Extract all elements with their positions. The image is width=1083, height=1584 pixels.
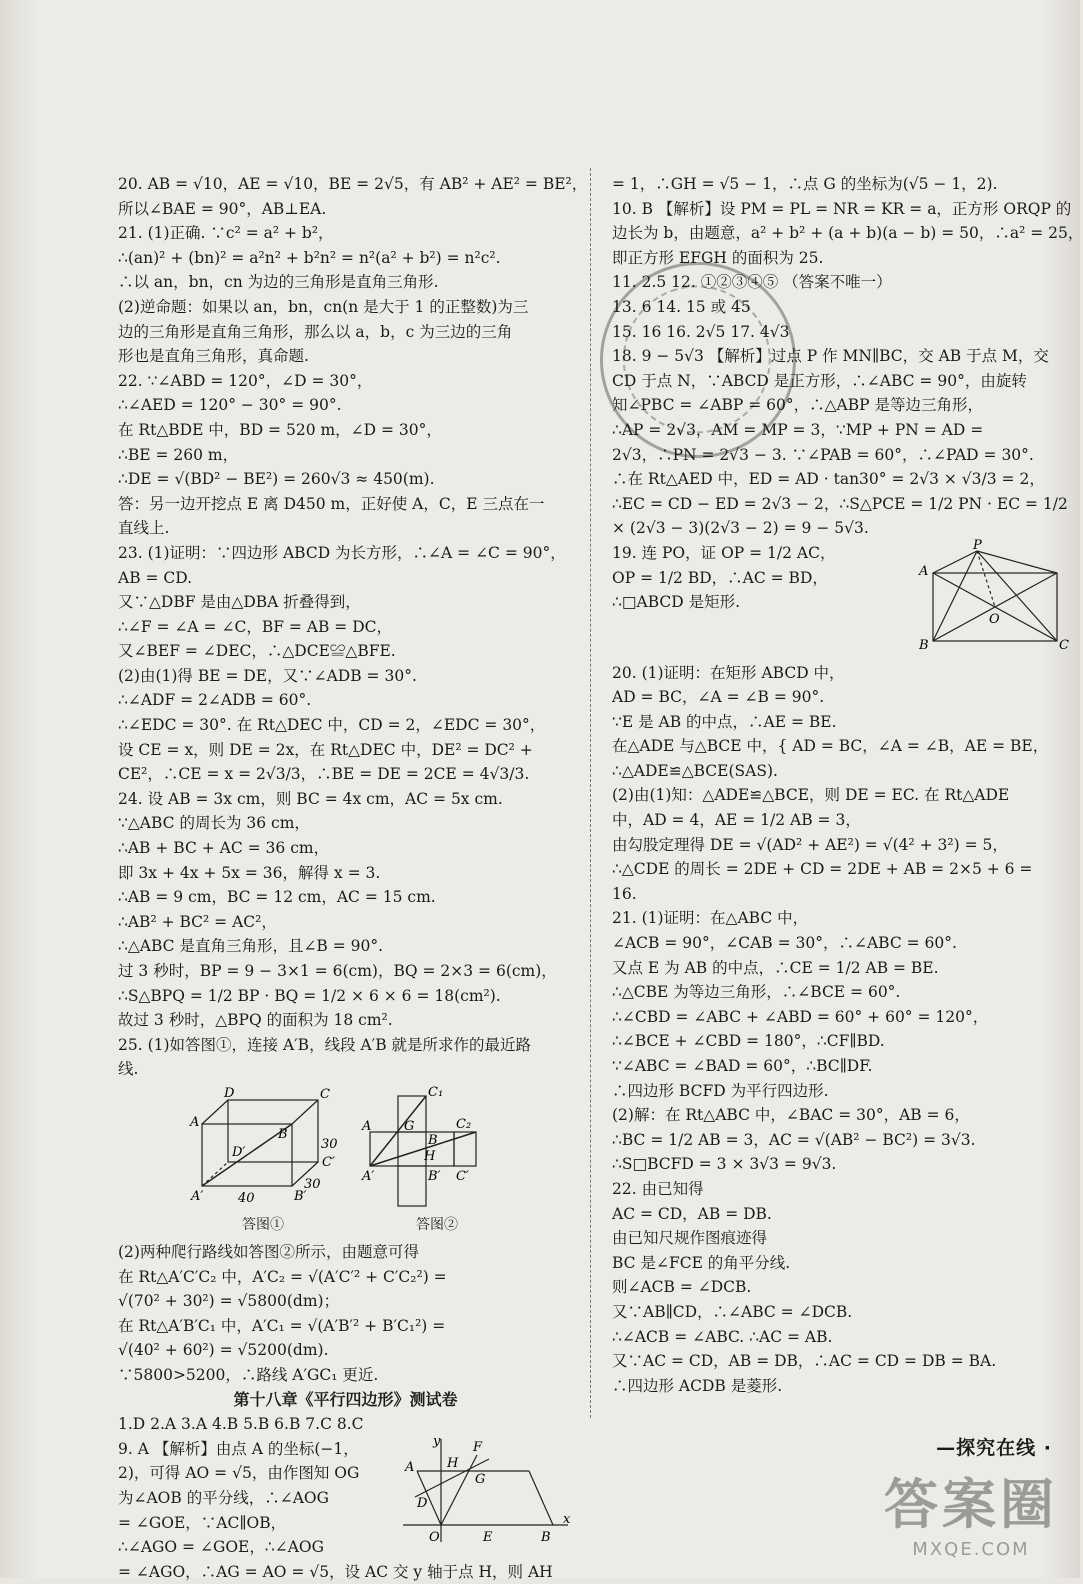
right-text-line: ∴AP = 2√3，AM = MP = 3，∵MP + PN = AD =: [612, 420, 984, 439]
cuboid-net-diagram: [362, 1086, 512, 1216]
left-text-line: 23. (1)证明：∵四边形 ABCD 为长方形，∴∠A = ∠C = 90°，: [118, 543, 566, 562]
svg-text:40: 40: [238, 1190, 255, 1206]
left-text-line: ∴AB + BC + AC = 36 cm，: [118, 839, 330, 858]
svg-text:A: A: [919, 563, 929, 579]
right-text-line: OP = 1/2 BD，∴AC = BD，: [612, 568, 828, 587]
svg-text:A′: A′: [362, 1168, 375, 1184]
left-text-line: 形也是直角三角形，真命题.: [118, 347, 309, 366]
left-text-line: ∴∠F = ∠A = ∠C，BF = AB = DC，: [118, 617, 393, 636]
right-text-line: BC 是∠FCE 的角平分线.: [612, 1253, 791, 1272]
right-text-line: AD = BC，∠A = ∠B = 90°.: [612, 688, 825, 707]
svg-text:C₁: C₁: [428, 1084, 444, 1100]
left-text-line: 又∠BEF = ∠DEC，∴△DCE≌△BFE.: [118, 642, 396, 661]
left-text-line: ∴△ABC 是直角三角形，且∠B = 90°.: [118, 937, 384, 956]
left-text-line: 设 CE = x，则 DE = 2x，在 Rt△DEC 中，DE² = DC² +: [118, 740, 533, 759]
figure-1: [188, 1086, 338, 1236]
right-text-line: ∴S□BCFD = 3 × 3√3 = 9√3.: [612, 1155, 837, 1174]
right-text-line: ∴∠CBD = ∠ABC + ∠ABD = 60° + 60° = 120°，: [612, 1007, 989, 1026]
left-text-line: 过 3 秒时，BP = 9 − 3×1 = 6(cm)，BQ = 2×3 = 6(cm)，: [118, 962, 557, 980]
svg-text:A: A: [405, 1459, 415, 1475]
right-text-line: ∴在 Rt△AED 中，ED = AD · tan30° = 2√3 × √3/3 = 2，: [612, 470, 1045, 489]
left-text-line: ∴(an)² + (bn)² = a²n² + b²n² = n²(a² + b²) = n²c².: [118, 248, 501, 267]
svg-text:x: x: [563, 1511, 571, 1527]
right-text-line: 13. 6 14. 15 或 45: [612, 297, 751, 316]
right-text-line: 边长为 b，由题意，a² + b² + (a + b)(a − b) = 50，∴a² = 25，: [612, 224, 1083, 243]
svg-text:B: B: [541, 1529, 551, 1545]
left-text-line: 直线上.: [118, 519, 170, 538]
svg-text:C′: C′: [322, 1154, 335, 1170]
left-text-line: ∴AB = 9 cm，BC = 12 cm，AC = 15 cm.: [118, 888, 436, 907]
right-text-line: 18. 9 − 5√3 【解析】过点 P 作 MN∥BC，交 AB 于点 M，交: [612, 347, 1049, 366]
svg-text:C′: C′: [456, 1168, 469, 1184]
left-text-line: 2)，可得 AO = √5，由作图知 OG: [118, 1464, 360, 1483]
svg-text:C₂: C₂: [456, 1116, 472, 1132]
right-text-line: ∴□ABCD 是矩形.: [612, 593, 741, 612]
multiple-choice-answers: 1.D 2.A 3.A 4.B 5.B 6.B 7.C 8.C: [118, 1415, 364, 1434]
right-text-line: ∴△CDE 的周长 = 2DE + CD = 2DE + AB = 2×5 + 6 =: [612, 860, 1033, 879]
svg-text:D: D: [224, 1085, 235, 1101]
left-text-line: ∴∠ADF = 2∠ADB = 60°.: [118, 691, 312, 710]
svg-text:H: H: [447, 1455, 459, 1471]
svg-text:B′: B′: [428, 1168, 441, 1184]
left-text-line: 20. AB = √10，AE = √10，BE = 2√5，有 AB² + AE² = BE²，: [118, 175, 588, 193]
left-text-line: 22. ∵∠ABD = 120°，∠D = 30°，: [118, 371, 373, 390]
right-text-line: 11. 2.5 12. ①②③④⑤ （答案不唯一）: [612, 273, 892, 292]
right-text-line: × (2√3 − 3)(2√3 − 2) = 9 − 5√3.: [612, 519, 869, 538]
svg-text:H: H: [424, 1148, 436, 1164]
right-text-line: 由勾股定理得 DE = √(AD² + AE²) = √(4² + 3²) = 5，: [612, 835, 1008, 854]
right-text-line: 2√3，∴PN = 2√3 − 3. ∵∠PAB = 60°，∴∠PAD = 30°.: [612, 445, 1034, 464]
rectangle-diagram: [917, 537, 1069, 653]
left-text-line: CE²，∴CE = x = 2√3/3，∴BE = DE = 2CE = 4√3/3.: [118, 765, 530, 784]
coordinate-diagram: [403, 1433, 573, 1547]
right-text-line: 16.: [612, 884, 637, 903]
right-text-line: 10. B 【解析】设 PM = PL = NR = KR = a，正方形 ORQP 的: [612, 199, 1072, 218]
svg-text:B′: B′: [294, 1188, 307, 1204]
left-text-line: AB = CD.: [118, 568, 193, 587]
left-text-line: ∵5800>5200，∴路线 A′GC₁ 更近.: [118, 1365, 379, 1384]
svg-text:G: G: [404, 1118, 415, 1134]
svg-text:B: B: [919, 637, 929, 653]
right-text-line: (2)由(1)知：△ADE≌△BCE，则 DE = EC. 在 Rt△ADE: [612, 786, 1010, 805]
figure-2-caption: 答图②: [416, 1217, 458, 1234]
left-text-line: = ∠AGO，∴AG = AO = √5，设 AC 交 y 轴于点 H，则 AH: [118, 1562, 553, 1581]
svg-text:E: E: [483, 1529, 493, 1545]
right-text-line: 又∵AB∥CD，∴∠ABC = ∠DCB.: [612, 1302, 853, 1321]
right-text-line: 20. (1)证明：在矩形 ABCD 中，: [612, 663, 845, 682]
left-text-line: ∴∠AED = 120° − 30° = 90°.: [118, 396, 342, 415]
svg-text:F: F: [473, 1439, 483, 1455]
svg-text:B: B: [278, 1126, 288, 1142]
left-text-line: 在 Rt△BDE 中，BD = 520 m，∠D = 30°，: [118, 420, 442, 439]
left-text-line: 线.: [118, 1060, 139, 1079]
left-text-line: 9. A 【解析】由点 A 的坐标(−1，: [118, 1439, 359, 1458]
right-text-line: ∵E 是 AB 的中点，∴AE = BE.: [612, 712, 837, 731]
left-text-line: ∴∠EDC = 30°. 在 Rt△DEC 中，CD = 2，∠EDC = 30°，: [118, 716, 546, 735]
right-text-line: 又∵AC = CD，AB = DB，∴AC = CD = DB = BA.: [612, 1352, 997, 1371]
left-text-line: ∵△ABC 的周长为 36 cm，: [118, 814, 310, 833]
svg-text:B: B: [428, 1132, 438, 1148]
svg-text:A: A: [362, 1118, 372, 1134]
watermark: [884, 1462, 1058, 1560]
figure-row: [118, 1086, 573, 1236]
right-text-line: 由已知尺规作图痕迹得: [612, 1229, 768, 1248]
right-text-line: ∵∠ABC = ∠BAD = 60°，∴BC∥DF.: [612, 1057, 873, 1075]
left-text-line: 答：另一边开挖点 E 离 D450 m，正好使 A，C，E 三点在一: [118, 494, 545, 513]
svg-text:D: D: [417, 1495, 428, 1511]
svg-text:O: O: [989, 611, 1000, 627]
svg-text:D′: D′: [232, 1144, 246, 1160]
left-text-line: 在 Rt△A′B′C₁ 中，A′C₁ = √(A′B′² + B′C₁²) =: [118, 1316, 446, 1335]
right-text-line: 19. 连 PO，证 OP = 1/2 AC，: [612, 543, 836, 562]
right-text-line: = 1，∴GH = √5 − 1，∴点 G 的坐标为(√5 − 1，2).: [612, 175, 998, 193]
left-text-line: 25. (1)如答图①，连接 A′B，线段 A′B 就是所求作的最近路: [118, 1035, 532, 1054]
svg-text:30: 30: [304, 1176, 321, 1192]
left-text-line: √(40² + 60²) = √5200(dm).: [118, 1341, 329, 1360]
right-text-line: 又点 E 为 AB 的中点，∴CE = 1/2 AB = BE.: [612, 958, 939, 977]
svg-text:A′: A′: [191, 1188, 204, 1204]
right-text-line: AC = CD，AB = DB.: [612, 1204, 772, 1223]
right-text-line: ∴四边形 BCFD 为平行四边形.: [612, 1081, 829, 1100]
left-text-line: (2)逆命题：如果以 an，bn，cn(n 是大于 1 的正整数)为三: [118, 297, 529, 316]
svg-text:G: G: [475, 1471, 486, 1487]
right-text-line: 知∠PBC = ∠ABP = 60°，∴△ABP 是等边三角形，: [612, 396, 983, 415]
right-text-line: 21. (1)证明：在△ABC 中，: [612, 909, 809, 928]
left-text-line: (2)两种爬行路线如答图②所示，由题意可得: [118, 1242, 419, 1261]
left-text-line: ∴以 an，bn，cn 为边的三角形是直角三角形.: [118, 273, 439, 292]
right-text-line: CD 于点 N，∵ABCD 是正方形，∴∠ABC = 90°，由旋转: [612, 371, 1027, 390]
left-text-line: ∴∠AGO = ∠GOE，∴∠AOG: [118, 1538, 324, 1557]
right-text-line: ∴四边形 ACDB 是菱形.: [612, 1376, 783, 1395]
right-text-line: ∴EC = CD − ED = 2√3 − 2，∴S△PCE = 1/2 PN · EC = 1/2: [612, 494, 1068, 513]
right-text-line: 则∠ACB = ∠DCB.: [612, 1278, 752, 1297]
rectangle-figure: [917, 537, 1069, 661]
right-text-line: (2)解：在 Rt△ABC 中，∠BAC = 30°，AB = 6，: [612, 1106, 970, 1125]
right-text-line: 中，AD = 4，AE = 1/2 AB = 3，: [612, 811, 861, 830]
left-text-line: = ∠GOE，∵AC∥OB，: [118, 1513, 287, 1532]
right-text-line: 15. 16 16. 2√5 17. 4√3: [612, 322, 790, 341]
left-text-line: 21. (1)正确. ∵c² = a² + b²，: [118, 224, 334, 243]
cuboid-diagram: [188, 1086, 338, 1216]
figure-1-caption: 答图①: [242, 1217, 284, 1234]
svg-text:C: C: [320, 1086, 330, 1102]
left-column: [118, 172, 588, 1584]
watermark-url: MXQE.COM: [912, 1539, 1030, 1560]
left-text-line: 边的三角形是直角三角形，那么以 a，b，c 为三边的三角: [118, 322, 513, 341]
right-text-line: ∴△ADE≌△BCE(SAS).: [612, 761, 778, 780]
svg-text:P: P: [973, 537, 982, 553]
left-text-line: 在 Rt△A′C′C₂ 中，A′C₂ = √(A′C′² + C′C₂²) =: [118, 1267, 447, 1286]
left-text-line: (2)由(1)得 BE = DE，又∵∠ADB = 30°.: [118, 666, 417, 685]
watermark-title: 答案圈: [884, 1473, 1058, 1536]
right-text-line: ∴∠ACB = ∠ABC. ∴AC = AB.: [612, 1327, 833, 1346]
right-text-line: ∴△CBE 为等边三角形，∴∠BCE = 60°.: [612, 983, 901, 1002]
svg-text:O: O: [429, 1529, 440, 1545]
coordinate-figure: [403, 1433, 573, 1555]
left-text-line: √(70² + 30²) = √5800(dm)；: [118, 1292, 340, 1311]
right-text-line: ∴BC = 1/2 AB = 3，AC = √(AB² − BC²) = 3√3.: [612, 1130, 976, 1149]
left-text-line: ∴S△BPQ = 1/2 BP · BQ = 1/2 × 6 × 6 = 18(cm²).: [118, 986, 501, 1005]
chapter-title: 第十八章《平行四边形》测试卷: [233, 1389, 458, 1409]
left-text-line: 又∵△DBF 是由△DBA 折叠得到，: [118, 593, 361, 612]
left-text-line: 即 3x + 4x + 5x = 36，解得 x = 3.: [118, 863, 381, 882]
right-column: [612, 172, 1083, 1398]
left-text-line: ∴AB² + BC² = AC²，: [118, 912, 277, 931]
svg-text:y: y: [433, 1433, 441, 1449]
svg-text:30: 30: [321, 1136, 338, 1152]
right-text-line: 22. 由已知得: [612, 1179, 704, 1198]
right-text-line: ∠ACB = 90°，∠CAB = 30°，∴∠ABC = 60°.: [612, 934, 957, 953]
svg-text:A: A: [190, 1114, 200, 1130]
svg-text:C: C: [1059, 637, 1069, 653]
left-text-line: ∴BE = 260 m，: [118, 445, 239, 464]
left-text-line: 故过 3 秒时，△BPQ 的面积为 18 cm².: [118, 1011, 393, 1030]
left-text-line: 所以∠BAE = 90°，AB⊥EA.: [118, 199, 327, 218]
right-text-line: ∴∠BCE + ∠CBD = 180°，∴CF∥BD.: [612, 1032, 885, 1051]
right-text-line: 即正方形 EFGH 的面积为 25.: [612, 248, 824, 267]
figure-2: [362, 1086, 512, 1236]
left-text-line: ∴DE = √(BD² − BE²) = 260√3 ≈ 450(m).: [118, 470, 435, 489]
left-text-line: 为∠AOB 的平分线，∴∠AOG: [118, 1488, 329, 1507]
column-divider: [590, 168, 591, 1418]
footer-brand: —探究在线 ·: [936, 1437, 1052, 1459]
left-text-line: 24. 设 AB = 3x cm，则 BC = 4x cm，AC = 5x cm.: [118, 789, 503, 808]
right-text-line: 在△ADE 与△BCE 中，{ AD = BC，∠A = ∠B，AE = BE，: [612, 737, 1049, 756]
